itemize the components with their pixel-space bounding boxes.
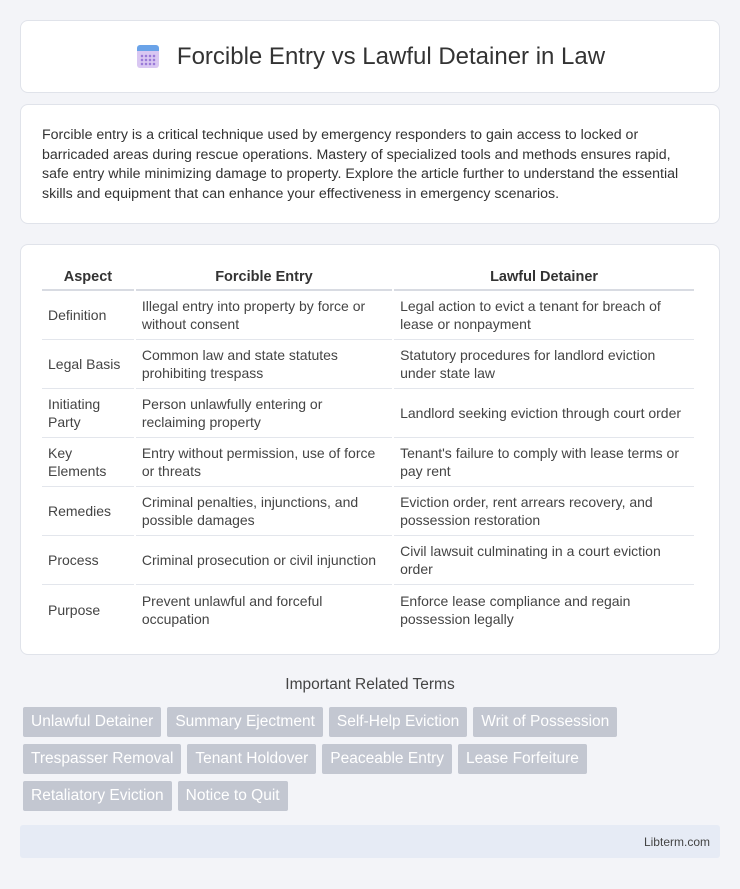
page-title: Forcible Entry vs Lawful Detainer in Law xyxy=(176,42,606,70)
cell-forcible-entry: Person unlawfully entering or reclaiming property xyxy=(136,389,392,438)
tag-unlawful-detainer[interactable]: Unlawful Detainer xyxy=(23,707,161,737)
cell-lawful-detainer: Civil lawsuit culminating in a court eviction order xyxy=(394,536,694,585)
tag-summary-ejectment[interactable]: Summary Ejectment xyxy=(167,707,323,737)
tag-lease-forfeiture[interactable]: Lease Forfeiture xyxy=(458,744,587,774)
cell-lawful-detainer: Eviction order, rent arrears recovery, and possession restoration xyxy=(394,487,694,536)
tag-trespasser-removal[interactable]: Trespasser Removal xyxy=(23,744,181,774)
tag-tenant-holdover[interactable]: Tenant Holdover xyxy=(187,744,316,774)
table-row xyxy=(42,340,694,389)
comparison-table xyxy=(40,265,696,634)
intro-text: Forcible entry is a critical technique used by emergency responders to gain access to locked or barricaded areas during rescue operations. Mastery of specialized tools and methods ensures rapid, safe entry while minimizing damage to property. Explore the article further to understand the essential skills and equipment that can enhance your effectiveness in emergency scenarios. xyxy=(42,127,679,202)
cell-aspect: Legal Basis xyxy=(42,340,134,389)
table-row xyxy=(42,585,694,634)
intro-card xyxy=(20,104,720,224)
related-terms-title: Important Related Terms xyxy=(285,676,455,693)
comparison-card xyxy=(20,244,720,655)
cell-aspect: Definition xyxy=(42,291,134,340)
cell-lawful-detainer: Landlord seeking eviction through court order xyxy=(394,389,694,438)
title-card xyxy=(20,20,720,93)
related-terms-list xyxy=(23,707,723,811)
cell-lawful-detainer: Enforce lease compliance and regain possession legally xyxy=(400,592,631,627)
table-row xyxy=(42,487,694,536)
table-calculator-icon xyxy=(135,44,161,70)
cell-lawful-detainer: Legal action to evict a tenant for breach of lease or nonpayment xyxy=(394,291,694,340)
footer xyxy=(20,825,720,858)
tag-self-help-eviction[interactable]: Self-Help Eviction xyxy=(329,707,467,737)
cell-forcible-entry: Entry without permission, use of force or threats xyxy=(136,438,392,487)
tag-notice-to-quit[interactable]: Notice to Quit xyxy=(178,781,288,811)
table-header-row xyxy=(42,265,694,291)
tag-peaceable-entry[interactable]: Peaceable Entry xyxy=(322,744,452,774)
header-aspect: Aspect xyxy=(42,265,134,291)
cell-forcible-entry: Criminal penalties, injunctions, and possible damages xyxy=(136,487,392,536)
header-forcible-entry: Forcible Entry xyxy=(136,265,392,291)
cell-aspect: Process xyxy=(42,536,134,585)
tag-retaliatory-eviction[interactable]: Retaliatory Eviction xyxy=(23,781,172,811)
cell-forcible-entry: Criminal prosecution or civil injunction xyxy=(136,536,392,585)
cell-aspect: Initiating Party xyxy=(42,389,134,438)
header-lawful-detainer: Lawful Detainer xyxy=(394,265,694,291)
table-row xyxy=(42,291,694,340)
cell-aspect: Remedies xyxy=(42,487,134,536)
cell-aspect: Key Elements xyxy=(42,438,134,487)
cell-forcible-entry: Illegal entry into property by force or without consent xyxy=(136,291,392,340)
tag-writ-of-possession[interactable]: Writ of Possession xyxy=(473,707,617,737)
table-row xyxy=(42,389,694,438)
table-row xyxy=(42,438,694,487)
cell-forcible-entry: Common law and state statutes prohibiting trespass xyxy=(136,340,392,389)
footer-site-link[interactable]: Libterm.com xyxy=(643,835,710,849)
cell-lawful-detainer: Tenant's failure to comply with lease terms or pay rent xyxy=(394,438,694,487)
cell-lawful-detainer: Statutory procedures for landlord eviction under state law xyxy=(394,340,694,389)
table-row xyxy=(42,536,694,585)
cell-forcible-entry: Prevent unlawful and forceful occupation xyxy=(141,592,323,627)
cell-aspect: Purpose xyxy=(48,601,101,618)
